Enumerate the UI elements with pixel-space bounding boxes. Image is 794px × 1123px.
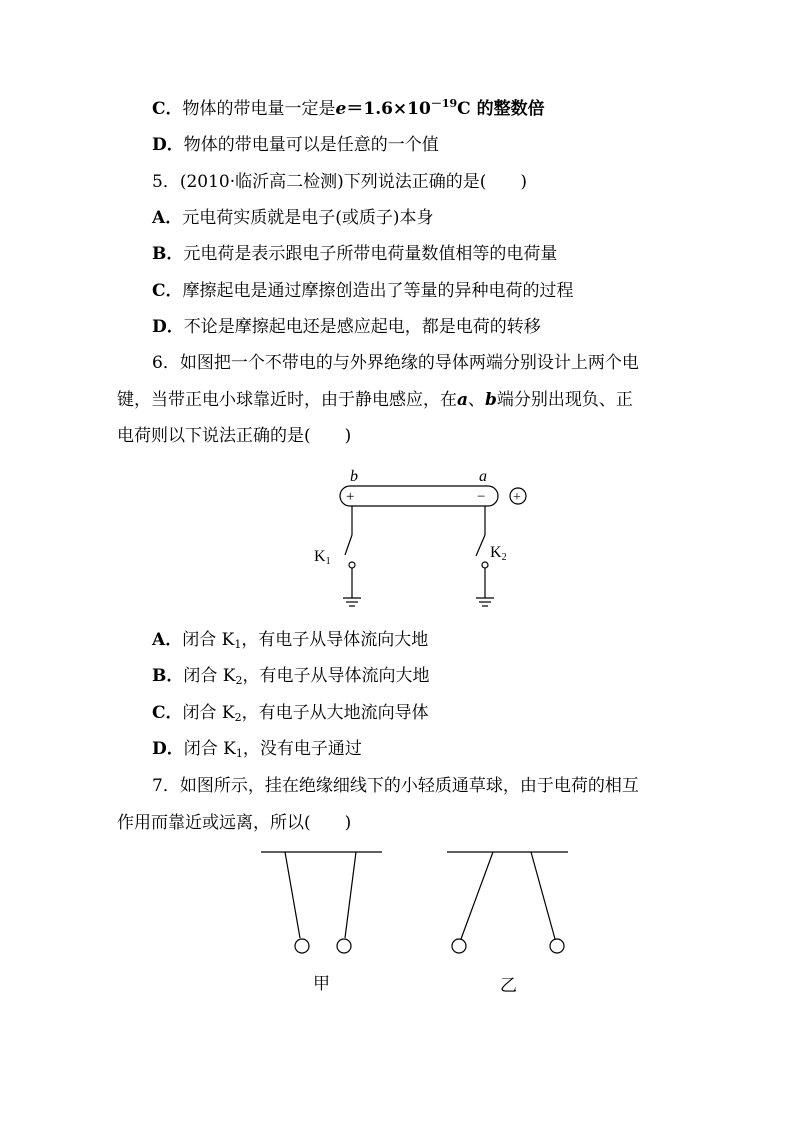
k2-contact (482, 562, 488, 568)
q6-option-b: B．闭合 $K_2$，有电子从导体流向大地 (152, 666, 430, 687)
label-k2: K2 (490, 544, 507, 563)
k1-contact (349, 562, 355, 568)
thread-left-1 (285, 852, 300, 938)
thread-left-2 (345, 852, 356, 938)
q6-stem-line3: 电荷则以下说法正确的是( ) (117, 426, 352, 446)
thread-right-1 (461, 852, 493, 939)
figure-label-yi: 乙 (500, 976, 517, 996)
q6-option-d: D．闭合 $K_1$，没有电子通过 (152, 739, 362, 760)
ball-right-2 (550, 939, 564, 953)
k2-switch-blade (476, 535, 485, 556)
q6-stem-line2: 键，当带正电小球靠近时，由于静电感应，在a、b端分别出现负、正 (117, 390, 633, 410)
q5-option-a: A．元电荷实质就是电子(或质子)本身 (152, 208, 434, 228)
plus-sign-b: + (346, 489, 355, 505)
q6-option-c: C．闭合 $K_2$，有电子从大地流向导体 (152, 703, 429, 724)
k1-switch-blade (345, 535, 352, 555)
label-b: b (350, 468, 358, 485)
ball-charge: + (513, 490, 521, 505)
q7-stem-line1: 7．如图所示，挂在绝缘细线下的小轻质通草球，由于电荷的相互 (152, 776, 639, 796)
label-a: a (479, 468, 487, 485)
q6-option-a: A．闭合 $K_1$，有电子从导体流向大地 (152, 630, 429, 651)
q7-stem-line2: 作用而靠近或远离，所以( ) (117, 813, 352, 833)
label-k1: K1 (314, 548, 331, 567)
q4-option-c: C．物体的带电量一定是$e=1.6\times 10^{-19}C$ 的整数倍 (152, 97, 545, 119)
ball-right-1 (452, 939, 466, 953)
pith-ball-diagram (250, 840, 580, 1000)
ball-left-2 (337, 939, 351, 953)
minus-sign-a: − (477, 489, 486, 505)
q4-option-d: D．物体的带电量可以是任意的一个值 (152, 135, 439, 155)
thread-right-2 (531, 852, 555, 939)
ball-left-1 (295, 939, 309, 953)
conductor-body (340, 486, 498, 506)
q5-option-b: B．元电荷是表示跟电子所带电荷量数值相等的电荷量 (152, 244, 558, 264)
q5-option-c: C．摩擦起电是通过摩擦创造出了等量的异种电荷的过程 (152, 281, 574, 301)
figure-label-jia: 甲 (313, 974, 330, 994)
q5-option-d: D．不论是摩擦起电还是感应起电，都是电荷的转移 (152, 317, 541, 337)
q5-stem: 5．(2010·临沂高二检测)下列说法正确的是( ) (152, 172, 528, 192)
conductor-diagram (300, 462, 540, 614)
q6-stem-line1: 6．如图把一个不带电的与外界绝缘的导体两端分别设计上两个电 (152, 353, 639, 373)
